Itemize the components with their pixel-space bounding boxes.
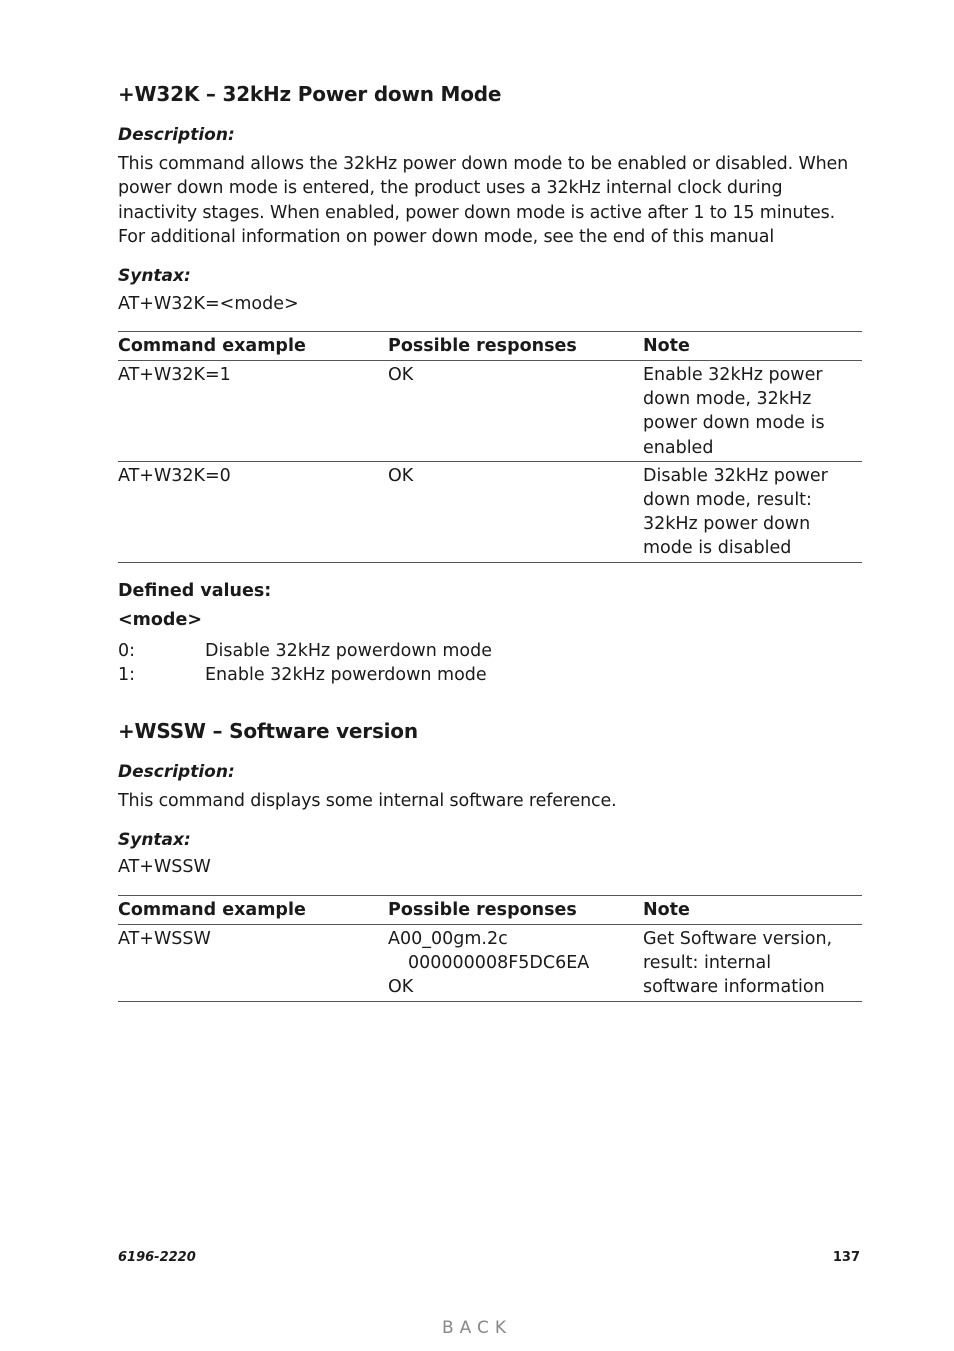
command-cell: AT+WSSW <box>118 925 388 1002</box>
table-header-row <box>118 332 862 361</box>
list-item <box>118 663 492 687</box>
table-row <box>118 925 862 1002</box>
value-key: 0: <box>118 641 136 661</box>
note-cell: Enable 32kHz power down mode, 32kHz power down mode is enabled <box>643 361 862 462</box>
response-line: OK <box>388 977 414 998</box>
command-table-wssw <box>118 895 862 1002</box>
syntax-text: AT+W32K=<mode> <box>118 294 299 314</box>
table-row <box>118 461 862 562</box>
table-row <box>118 361 862 462</box>
header-note: Note <box>643 896 862 925</box>
header-note: Note <box>643 332 862 361</box>
back-link[interactable]: BACK <box>441 1318 512 1338</box>
description-label: Description: <box>118 762 235 782</box>
command-table-w32k <box>118 331 862 563</box>
table-header-row <box>118 896 862 925</box>
note-cell: Disable 32kHz power down mode, result: 32kHz power down mode is disabled <box>643 461 862 562</box>
response-cell: OK <box>388 461 643 562</box>
section-heading-wssw: +WSSW – Software version <box>118 719 418 743</box>
syntax-label: Syntax: <box>118 266 191 286</box>
param-name: <mode> <box>118 610 202 630</box>
command-cell: AT+W32K=1 <box>118 361 388 462</box>
syntax-label: Syntax: <box>118 830 191 850</box>
defined-values-label: Defined values: <box>118 581 272 601</box>
header-command-example: Command example <box>118 896 388 925</box>
description-text: This command allows the 32kHz power down mode to be enabled or disabled. When power down mode is entered, the product uses a 32kHz internal clock during inactivity stages. When enabled, power down mode is active after 1 to 15 minutes. For additional information on power down mode, see the end of this manual <box>118 154 849 247</box>
description-label: Description: <box>118 125 235 145</box>
page-number: 137 <box>832 1250 860 1265</box>
doc-number: 6196-2220 <box>118 1250 196 1265</box>
response-cell <box>388 925 643 1002</box>
value-key: 1: <box>118 665 136 686</box>
syntax-text: AT+WSSW <box>118 857 211 877</box>
value-desc: Disable 32kHz powerdown mode <box>205 641 492 661</box>
note-cell: Get Software version, result: internal software information <box>643 925 862 1002</box>
response-line: A00_00gm.2c <box>388 929 508 949</box>
list-item <box>118 639 492 663</box>
section-heading-w32k: +W32K – 32kHz Power down Mode <box>118 82 502 106</box>
response-line: 000000008F5DC6EA <box>408 953 590 974</box>
header-possible-responses: Possible responses <box>388 896 643 925</box>
value-desc: Enable 32kHz powerdown mode <box>205 665 487 686</box>
command-cell: AT+W32K=0 <box>118 461 388 562</box>
defined-values-list <box>118 639 492 688</box>
header-command-example: Command example <box>118 332 388 361</box>
response-cell: OK <box>388 361 643 462</box>
description-text: This command displays some internal software reference. <box>118 791 617 811</box>
header-possible-responses: Possible responses <box>388 332 643 361</box>
